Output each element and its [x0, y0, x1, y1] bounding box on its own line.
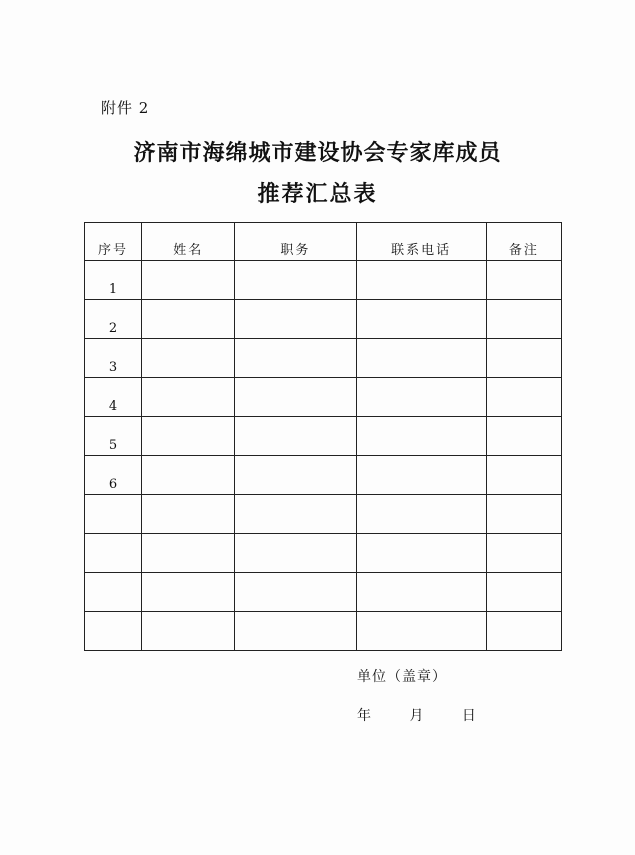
- remarks-cell: [486, 300, 561, 339]
- name-cell: [142, 573, 235, 612]
- header-name: 姓名: [142, 223, 235, 261]
- remarks-cell: [486, 573, 561, 612]
- table-row: [85, 612, 562, 651]
- phone-cell: [356, 300, 486, 339]
- position-cell: [235, 534, 356, 573]
- phone-cell: [356, 378, 486, 417]
- table-row: [85, 573, 562, 612]
- name-cell: [142, 612, 235, 651]
- position-cell: [235, 456, 356, 495]
- row-number: 4: [85, 378, 142, 417]
- table-row: [85, 417, 562, 456]
- phone-cell: [356, 339, 486, 378]
- name-cell: [142, 378, 235, 417]
- phone-cell: [356, 456, 486, 495]
- document-subtitle: 推荐汇总表: [257, 181, 378, 207]
- row-number: 2: [85, 300, 142, 339]
- remarks-cell: [486, 261, 561, 300]
- header-position: 职务: [235, 223, 356, 261]
- document-title: 济南市海绵城市建设协会专家库成员: [133, 140, 502, 166]
- remarks-cell: [486, 534, 561, 573]
- phone-cell: [356, 573, 486, 612]
- name-cell: [142, 339, 235, 378]
- table-header-row: [85, 223, 562, 261]
- row-number: 1: [85, 261, 142, 300]
- date-line: [357, 705, 492, 725]
- recommendation-table: [84, 222, 562, 651]
- header-serial-number: 序号: [85, 223, 142, 261]
- name-cell: [142, 495, 235, 534]
- remarks-cell: [486, 495, 561, 534]
- phone-cell: [356, 612, 486, 651]
- remarks-cell: [486, 378, 561, 417]
- table-row: [85, 495, 562, 534]
- table-row: [85, 534, 562, 573]
- table-row: [85, 456, 562, 495]
- table-row: [85, 378, 562, 417]
- recommendation-table-container: [84, 222, 562, 651]
- header-phone: 联系电话: [356, 223, 486, 261]
- name-cell: [142, 534, 235, 573]
- position-cell: [235, 612, 356, 651]
- position-cell: [235, 300, 356, 339]
- position-cell: [235, 378, 356, 417]
- row-number: 6: [85, 456, 142, 495]
- month-label: 月: [409, 708, 424, 724]
- name-cell: [142, 417, 235, 456]
- row-number: [85, 573, 142, 612]
- table-row: [85, 261, 562, 300]
- row-number: [85, 495, 142, 534]
- phone-cell: [356, 495, 486, 534]
- phone-cell: [356, 534, 486, 573]
- name-cell: [142, 456, 235, 495]
- position-cell: [235, 261, 356, 300]
- remarks-cell: [486, 417, 561, 456]
- year-label: 年: [357, 708, 371, 724]
- day-label: 日: [461, 708, 476, 724]
- unit-seal-label: 单位（盖章）: [357, 669, 447, 685]
- attachment-label: 附件 2: [101, 99, 150, 117]
- row-number: 3: [85, 339, 142, 378]
- remarks-cell: [486, 612, 561, 651]
- table-row: [85, 339, 562, 378]
- row-number: [85, 534, 142, 573]
- phone-cell: [356, 261, 486, 300]
- phone-cell: [356, 417, 486, 456]
- table-row: [85, 300, 562, 339]
- header-remarks: 备注: [486, 223, 561, 261]
- row-number: 5: [85, 417, 142, 456]
- position-cell: [235, 495, 356, 534]
- remarks-cell: [486, 339, 561, 378]
- row-number: [85, 612, 142, 651]
- position-cell: [235, 339, 356, 378]
- remarks-cell: [486, 456, 561, 495]
- name-cell: [142, 300, 235, 339]
- name-cell: [142, 261, 235, 300]
- position-cell: [235, 573, 356, 612]
- position-cell: [235, 417, 356, 456]
